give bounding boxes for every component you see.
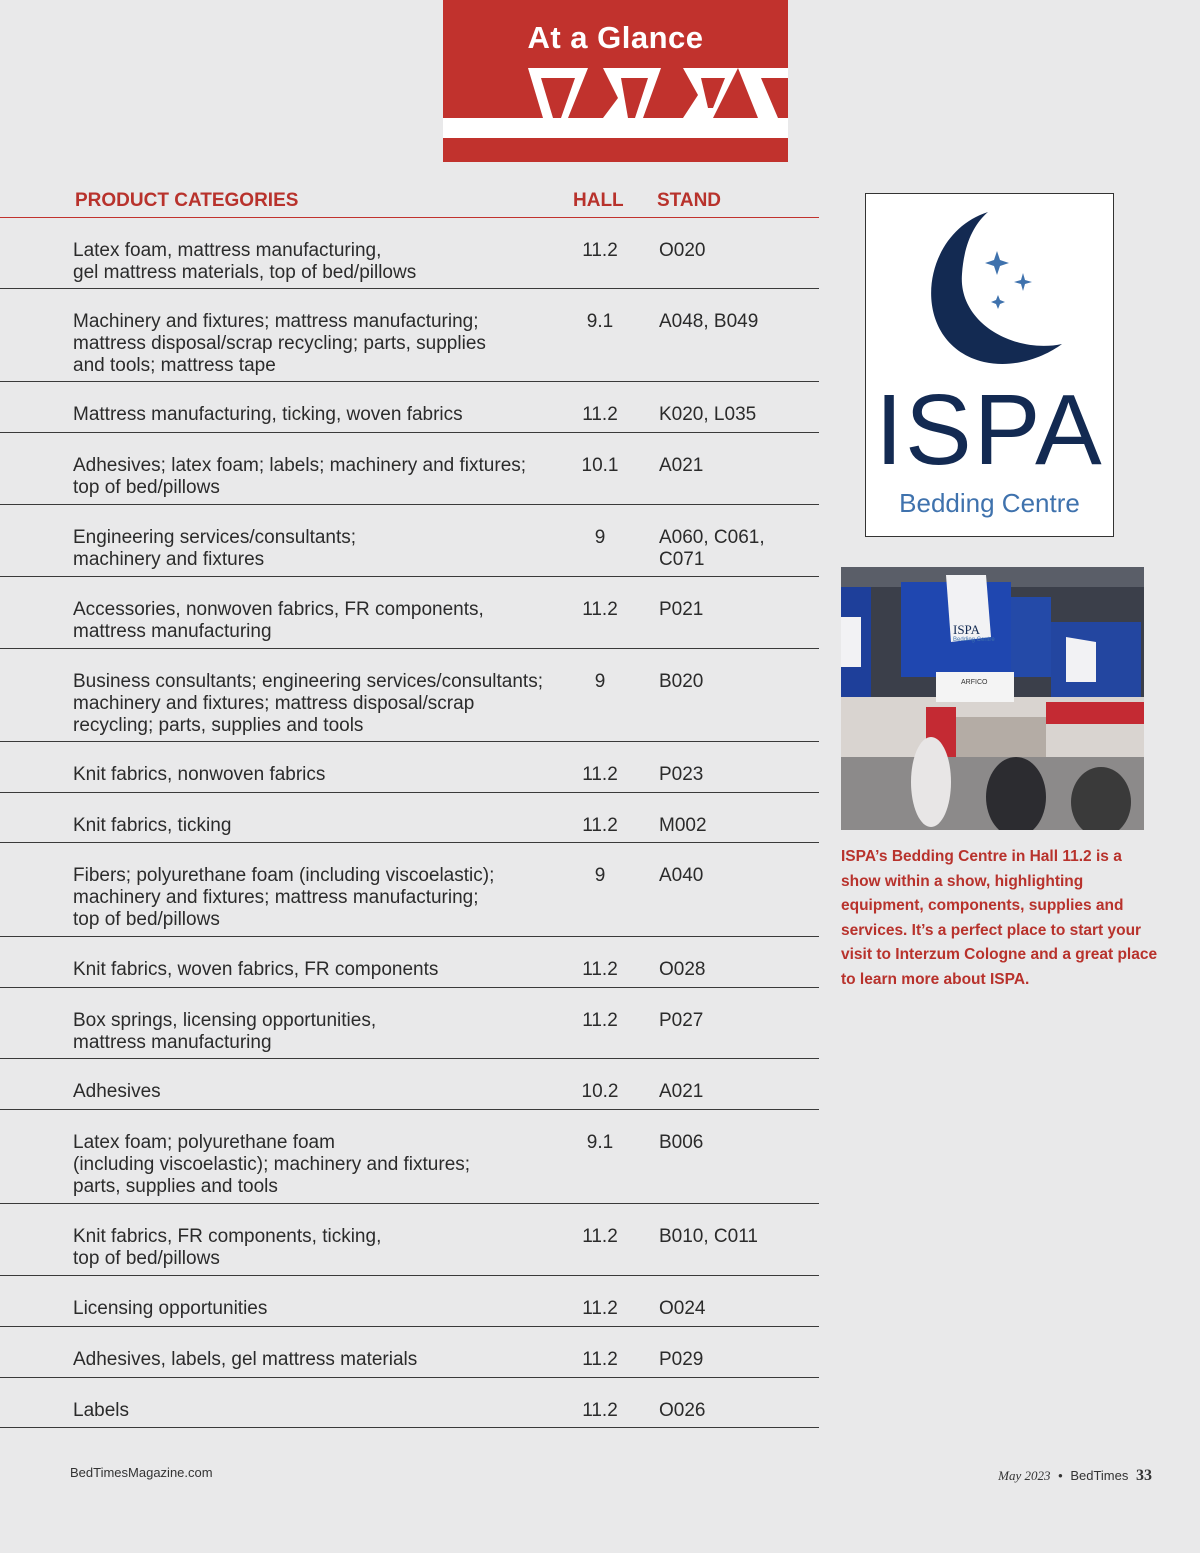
row-category: Adhesives bbox=[73, 1081, 161, 1102]
row-hall: 11.2 bbox=[582, 1010, 618, 1031]
row-category: Labels bbox=[73, 1400, 129, 1421]
row-hall: 11.2 bbox=[582, 1298, 618, 1319]
ispa-logo bbox=[865, 193, 1114, 537]
row-stand: P027 bbox=[659, 1010, 704, 1031]
row-stand: B020 bbox=[659, 671, 704, 692]
table-row bbox=[0, 742, 819, 793]
header-stand: STAND bbox=[657, 190, 722, 211]
header-hall: HALL bbox=[573, 190, 624, 211]
row-category: Machinery and fixtures; mattress manufacturing; mattress disposal/scrap recycling; parts, supplies and tools; mattress tape bbox=[73, 311, 486, 376]
row-category: Box springs, licensing opportunities, mattress manufacturing bbox=[73, 1010, 377, 1053]
table-row bbox=[0, 649, 819, 742]
exhibitor-table bbox=[0, 185, 819, 1428]
booth-sign-arfico: ARFICO bbox=[961, 679, 988, 686]
header-product-categories: PRODUCT CATEGORIES bbox=[75, 190, 299, 211]
footer-page-number: 33 bbox=[1136, 1467, 1152, 1484]
row-hall: 10.2 bbox=[581, 1081, 619, 1102]
table-row bbox=[0, 793, 819, 843]
row-stand: O024 bbox=[659, 1298, 706, 1319]
table-row bbox=[0, 505, 819, 577]
row-category: Business consultants; engineering services/consultants; machinery and fixtures; mattress disposal/scrap recycling; parts, supplies and tools bbox=[73, 671, 543, 736]
table-row bbox=[0, 1378, 819, 1428]
logo-subtitle: Bedding Centre bbox=[899, 488, 1080, 518]
row-hall: 11.2 bbox=[582, 1226, 618, 1247]
footer-separator: • bbox=[1058, 1468, 1063, 1483]
row-hall: 9.1 bbox=[586, 311, 614, 332]
row-category: Latex foam, mattress manufacturing, gel mattress materials, top of bed/pillows bbox=[73, 240, 417, 283]
row-stand: P023 bbox=[659, 764, 704, 785]
moon-stars-icon bbox=[866, 194, 1112, 394]
table-row bbox=[0, 1059, 819, 1110]
row-stand: K020, L035 bbox=[659, 404, 757, 425]
row-hall: 10.1 bbox=[581, 455, 619, 476]
row-stand: A048, B049 bbox=[659, 311, 759, 332]
table-row bbox=[0, 1327, 819, 1378]
table-row bbox=[0, 289, 819, 382]
booth-sign-subtitle: Bedding Centre bbox=[953, 637, 995, 643]
row-hall: 11.2 bbox=[582, 1400, 618, 1421]
row-category: Fibers; polyurethane foam (including viscoelastic); machinery and fixtures; mattress manufacturing; top of bed/pillows bbox=[73, 865, 495, 930]
at-a-glance-banner bbox=[443, 0, 788, 162]
table-row bbox=[0, 988, 819, 1059]
row-category: Latex foam; polyurethane foam (including viscoelastic); machinery and fixtures; parts, supplies and tools bbox=[73, 1132, 471, 1197]
row-hall: 11.2 bbox=[582, 815, 618, 836]
booth-photo bbox=[841, 567, 1144, 830]
table-row bbox=[0, 937, 819, 988]
footer-issue bbox=[998, 1467, 1152, 1485]
row-hall: 9 bbox=[594, 527, 606, 548]
row-category: Knit fabrics, woven fabrics, FR components bbox=[73, 959, 439, 980]
table-row bbox=[0, 1110, 819, 1204]
table-row bbox=[0, 382, 819, 433]
row-hall: 11.2 bbox=[582, 404, 618, 425]
row-stand: O028 bbox=[659, 959, 706, 980]
row-stand: O026 bbox=[659, 1400, 706, 1421]
table-row bbox=[0, 1204, 819, 1276]
row-stand: A021 bbox=[659, 1081, 704, 1102]
table-row bbox=[0, 577, 819, 649]
footer-month: May 2023 bbox=[998, 1468, 1051, 1483]
photo-caption: ISPA’s Bedding Centre in Hall 11.2 is a show within a show, highlighting equipment, components, supplies and services. It’s a perfect place to start your visit to Interzum Cologne and a great place to learn more about ISPA. bbox=[841, 848, 1158, 988]
row-stand: A021 bbox=[659, 455, 704, 476]
row-hall: 11.2 bbox=[582, 959, 618, 980]
logo-ispa-text: ISPA bbox=[875, 374, 1104, 486]
table-row bbox=[0, 1276, 819, 1327]
footer-magazine: BedTimes bbox=[1070, 1468, 1129, 1483]
row-hall: 11.2 bbox=[582, 764, 618, 785]
row-category: Knit fabrics, ticking bbox=[73, 815, 232, 836]
row-category: Adhesives, labels, gel mattress materials bbox=[73, 1349, 418, 1370]
row-category: Mattress manufacturing, ticking, woven fabrics bbox=[73, 404, 463, 425]
row-stand: B006 bbox=[659, 1132, 704, 1153]
row-stand: A040 bbox=[659, 865, 704, 886]
row-category: Accessories, nonwoven fabrics, FR components, mattress manufacturing bbox=[73, 599, 484, 642]
table-row bbox=[0, 843, 819, 937]
footer-website: BedTimesMagazine.com bbox=[70, 1465, 213, 1480]
row-category: Knit fabrics, FR components, ticking, top of bed/pillows bbox=[73, 1226, 382, 1269]
row-hall: 11.2 bbox=[582, 1349, 618, 1370]
booth-sign-ispa: ISPA bbox=[953, 622, 980, 637]
row-stand: A060, C061, C071 bbox=[659, 527, 765, 570]
banner-title: At a Glance bbox=[527, 20, 704, 55]
row-stand: M002 bbox=[659, 815, 707, 836]
row-hall: 11.2 bbox=[582, 240, 618, 261]
row-stand: O020 bbox=[659, 240, 706, 261]
row-stand: P029 bbox=[659, 1349, 704, 1370]
table-header bbox=[0, 185, 819, 218]
booth-photo-illustration bbox=[841, 567, 1144, 830]
row-hall: 9.1 bbox=[586, 1132, 614, 1153]
row-category: Knit fabrics, nonwoven fabrics bbox=[73, 764, 326, 785]
row-hall: 11.2 bbox=[582, 599, 618, 620]
row-hall: 9 bbox=[594, 865, 606, 886]
row-hall: 9 bbox=[594, 671, 606, 692]
table-row bbox=[0, 433, 819, 505]
row-category: Adhesives; latex foam; labels; machinery and fixtures; top of bed/pillows bbox=[73, 455, 527, 498]
row-stand: P021 bbox=[659, 599, 704, 620]
row-category: Engineering services/consultants; machinery and fixtures bbox=[73, 527, 357, 570]
row-stand: B010, C011 bbox=[659, 1226, 758, 1247]
table-row bbox=[0, 218, 819, 289]
row-category: Licensing opportunities bbox=[73, 1298, 268, 1319]
